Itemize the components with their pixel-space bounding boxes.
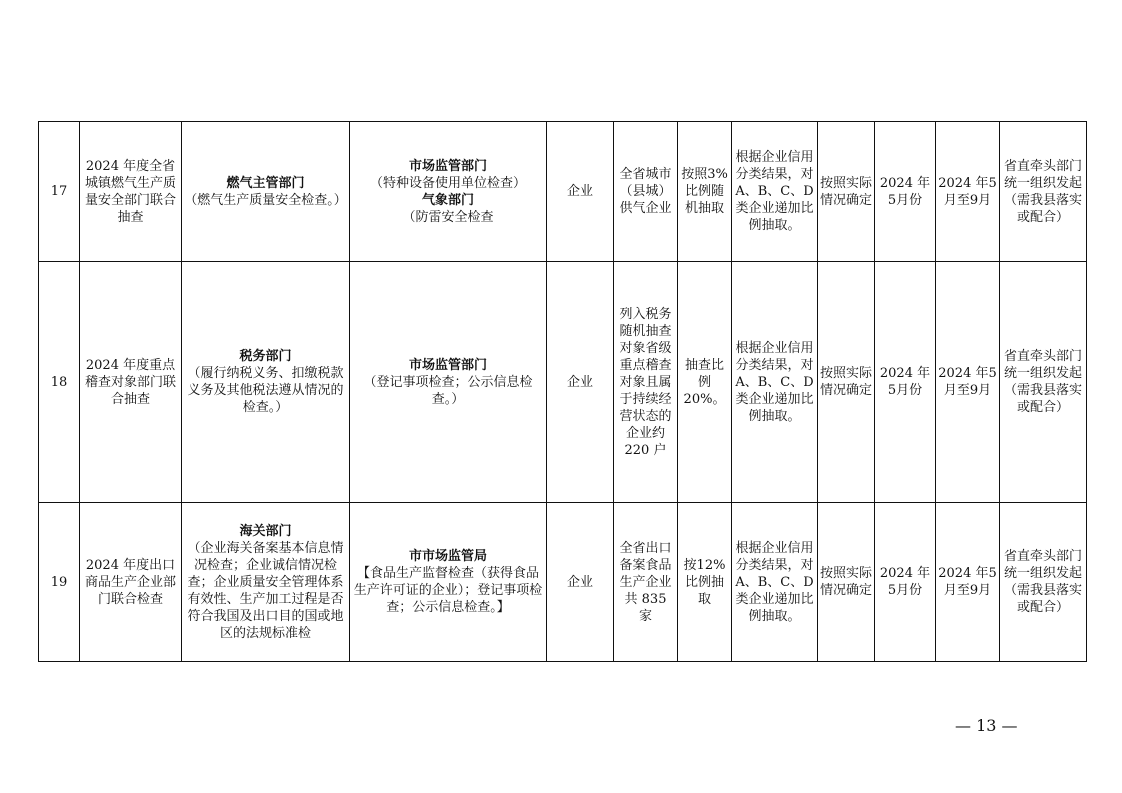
row-number: 17 [39,122,80,262]
lead-department-title: 燃气主管部门 [226,175,305,191]
inspection-scope: 全省出口备案食品生产企业共 835 家 [614,503,678,662]
task-name: 2024 年度重点稽查对象部门联合抽查 [80,262,182,503]
remark: 省直牵头部门统一组织发起（需我县落实或配合） [1000,262,1087,503]
frequency: 按照实际情况确定 [818,262,875,503]
lead-department-title: 税务部门 [239,349,292,364]
completion-period: 2024 年5月至9月 [936,262,1000,503]
partner-departments-cell [350,503,547,662]
inspection-scope: 列入税务随机抽查对象省级重点稽查对象且属于持续经营状态的企业约 220 户 [614,262,678,503]
table-row [39,262,1087,503]
inspection-scope: 全省城市（县城）供气企业 [614,122,678,262]
lead-department-scope: （履行纳税义务、扣缴税款义务及其他税法遵从情况的检查。） [187,366,344,415]
lead-department-cell [182,122,350,262]
partner-department-title: 市场监管部门 [408,158,487,174]
sampling-method: 根据企业信用分类结果，对A、B、C、D 类企业递加比例抽取。 [732,503,818,662]
start-time: 2024 年5月份 [875,503,936,662]
partner-departments-cell [350,122,547,262]
object-type: 企业 [547,503,614,662]
remark: 省直牵头部门统一组织发起（需我县落实或配合） [1000,122,1087,262]
start-time: 2024 年5月份 [875,262,936,503]
partner-department-scope: （特种设备使用单位检查） [369,175,526,191]
partner-department-title: 气象部门 [421,192,474,208]
inspection-plan-table [38,121,1087,662]
sampling-ratio: 按照3%比例随机抽取 [678,122,732,262]
partner-departments-cell [350,262,547,503]
task-name: 2024 年度出口商品生产企业部门联合检查 [80,503,182,662]
sampling-ratio: 抽查比例20%。 [678,262,732,503]
completion-period: 2024 年5月至9月 [936,503,1000,662]
frequency: 按照实际情况确定 [818,122,875,262]
partner-department-scope: 【食品生产监督检查（获得食品生产许可证的企业）；登记事项检查；公示信息检查。】 [353,566,543,615]
page-number: — 13 — [955,716,1018,735]
object-type: 企业 [547,122,614,262]
lead-department-cell [182,503,350,662]
object-type: 企业 [547,262,614,503]
frequency: 按照实际情况确定 [818,503,875,662]
row-number: 19 [39,503,80,662]
sampling-ratio: 按12%比例抽取 [678,503,732,662]
sampling-method: 根据企业信用分类结果，对A、B、C、D 类企业递加比例抽取。 [732,262,818,503]
completion-period: 2024 年5月至9月 [936,122,1000,262]
table-row [39,122,1087,262]
table-row [39,503,1087,662]
lead-department-title: 海关部门 [239,523,292,539]
partner-department-title: 市市场监管局 [408,549,487,564]
remark: 省直牵头部门统一组织发起（需我县落实或配合） [1000,503,1087,662]
lead-department-scope: （企业海关备案基本信息情况检查；企业诚信情况检查；企业质量安全管理体系有效性、生产加工过程是否符合我国及出口目的国或地区的法规标准检 [187,540,344,641]
lead-department-cell [182,262,350,503]
partner-department-title: 市场监管部门 [408,357,487,373]
lead-department-scope: （燃气生产质量安全检查。） [184,192,347,208]
partner-department-scope: （防雷安全检查 [402,209,494,225]
start-time: 2024 年5月份 [875,122,936,262]
row-number: 18 [39,262,80,503]
sampling-method: 根据企业信用分类结果，对A、B、C、D 类企业递加比例抽取。 [732,122,818,262]
partner-department-scope: （登记事项检查；公示信息检查。） [363,374,533,407]
task-name: 2024 年度全省城镇燃气生产质量安全部门联合抽查 [80,122,182,262]
